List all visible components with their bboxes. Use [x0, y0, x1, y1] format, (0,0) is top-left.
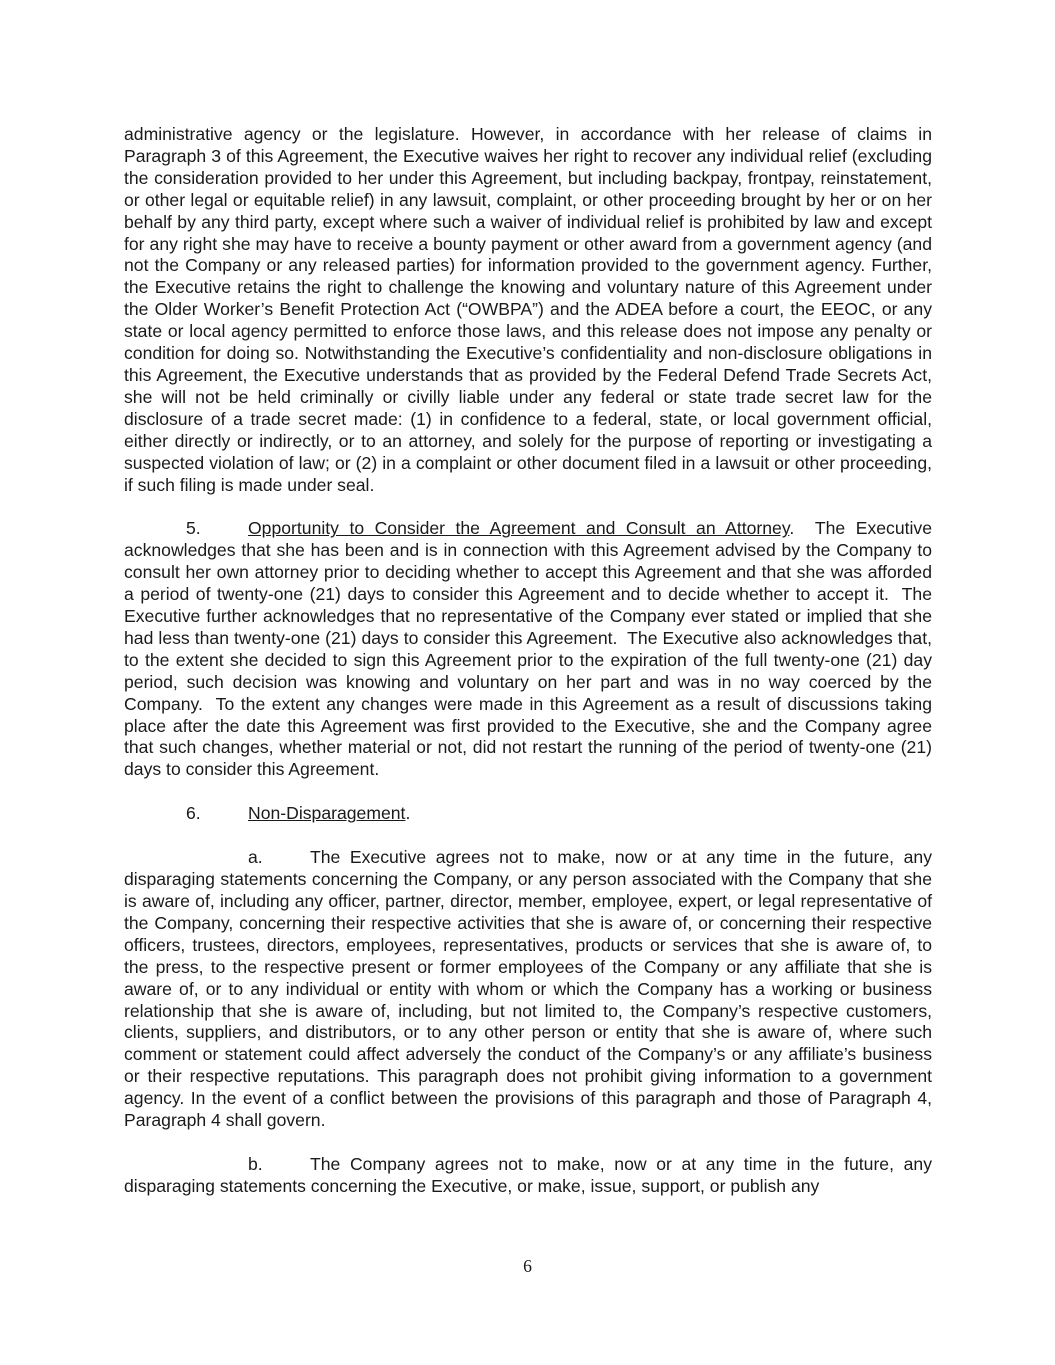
section-5-body: The Executive acknowledges that she has been and is in connection with this Agreement advised by the Company to consult her own attorney prior to deciding whether to accept this Agreement and that she was afforded a period of twenty-one (21) days to consider this Agreement and to decide whether to accept it. The Executive further acknowledges that no representative of the Company ever stated or implied that she had less than twenty-one (21) days to consider this Agreement. The Executive also acknowledges that, to the extent she decided to sign this Agreement prior to the expiration of the full twenty-one (21) day period, such decision was knowing and voluntary on her part and was in no way coerced by the Company. To the extent any changes were made in this Agreement as a result of discussions taking place after the date this Agreement was first provided to the Executive, she and the Company agree that such changes, whether material or not, did not restart the running of the period of twenty-one (21) days to consider this Agreement.	[124, 518, 937, 780]
section-5-heading-punct: .	[789, 518, 795, 539]
section-6-heading-punct: .	[405, 803, 411, 824]
page-number: 6	[523, 1256, 532, 1276]
continuation-paragraph: administrative agency or the legislature. However, in accordance with her release of claims in Paragraph 3 of this Agreement, the Executive waives her right to recover any individual relief (excluding the consideration provided to her under this Agreement, but including backpay, frontpay, reinstatement, or other legal or equitable relief) in any lawsuit, complaint, or other proceeding brought by her or on her behalf by any third party, except where such a waiver of individual relief is prohibited by law and except for any right she may have to receive a bounty payment or other award from a government agency (and not the Company or any released parties) for information provided to the government agency. Further, the Executive retains the right to challenge the knowing and voluntary nature of this Agreement under the Older Worker’s Benefit Protection Act (“OWBPA”) and the ADEA before a court, the EEOC, or any state or local agency permitted to enforce those laws, and this release does not impose any penalty or condition for doing so. Notwithstanding the Executive’s confidentiality and non-disclosure obligations in this Agreement, the Executive understands that as provided by the Federal Defend Trade Secrets Act, she will not be held criminally or civilly liable under any federal or state trade secret law for the disclosure of a trade secret made: (1) in confidence to a federal, state, or local government official, either directly or indirectly, or to an attorney, and solely for the purpose of reporting or investigating a suspected violation of law; or (2) in a complaint or other document filed in a lawsuit or other proceeding, if such filing is made under seal.	[124, 124, 932, 495]
section-6b-paragraph	[124, 1154, 932, 1198]
section-6a-paragraph	[124, 847, 932, 1132]
document-page	[124, 124, 937, 1198]
section-6a-body: The Executive agrees not to make, now or at any time in the future, any disparaging statements concerning the Company, or any person associated with the Company that she is aware of, including any officer, partner, director, member, employee, expert, or legal representative of the Company, concerning their respective activities that she is aware of, or concerning their respective officers, trustees, directors, employees, representatives, products or services that she is aware of, to the press, to the respective present or former employees of the Company or any affiliate that she is aware of, or to any individual or entity with whom or which the Company has a working or business relationship that she is aware of, including, but not limited to, the Company’s respective customers, clients, suppliers, and distributors, or to any other person or entity that she is aware of, where such comment or statement could affect adversely the conduct of the Company’s or any affiliate’s business or their respective reputations. This paragraph does not prohibit giving information to a government agency. In the event of a conflict between the provisions of this paragraph and those of Paragraph 4, Paragraph 4 shall govern.	[124, 847, 932, 1131]
section-6b-letter: b.	[248, 1153, 263, 1174]
section-6-number: 6.	[186, 803, 201, 824]
section-6-heading-line	[124, 803, 932, 825]
section-5-number: 5.	[186, 518, 201, 539]
section-5-heading: Opportunity to Consider the Agreement and Consult an Attorney	[248, 518, 790, 539]
section-6a-letter: a.	[248, 847, 263, 868]
section-5-paragraph	[124, 518, 937, 781]
section-6b-body: The Company agrees not to make, now or at any time in the future, any disparaging statements concerning the Executive, or make, issue, support, or publish any	[124, 1153, 932, 1196]
section-6-heading: Non-Disparagement	[248, 803, 406, 824]
